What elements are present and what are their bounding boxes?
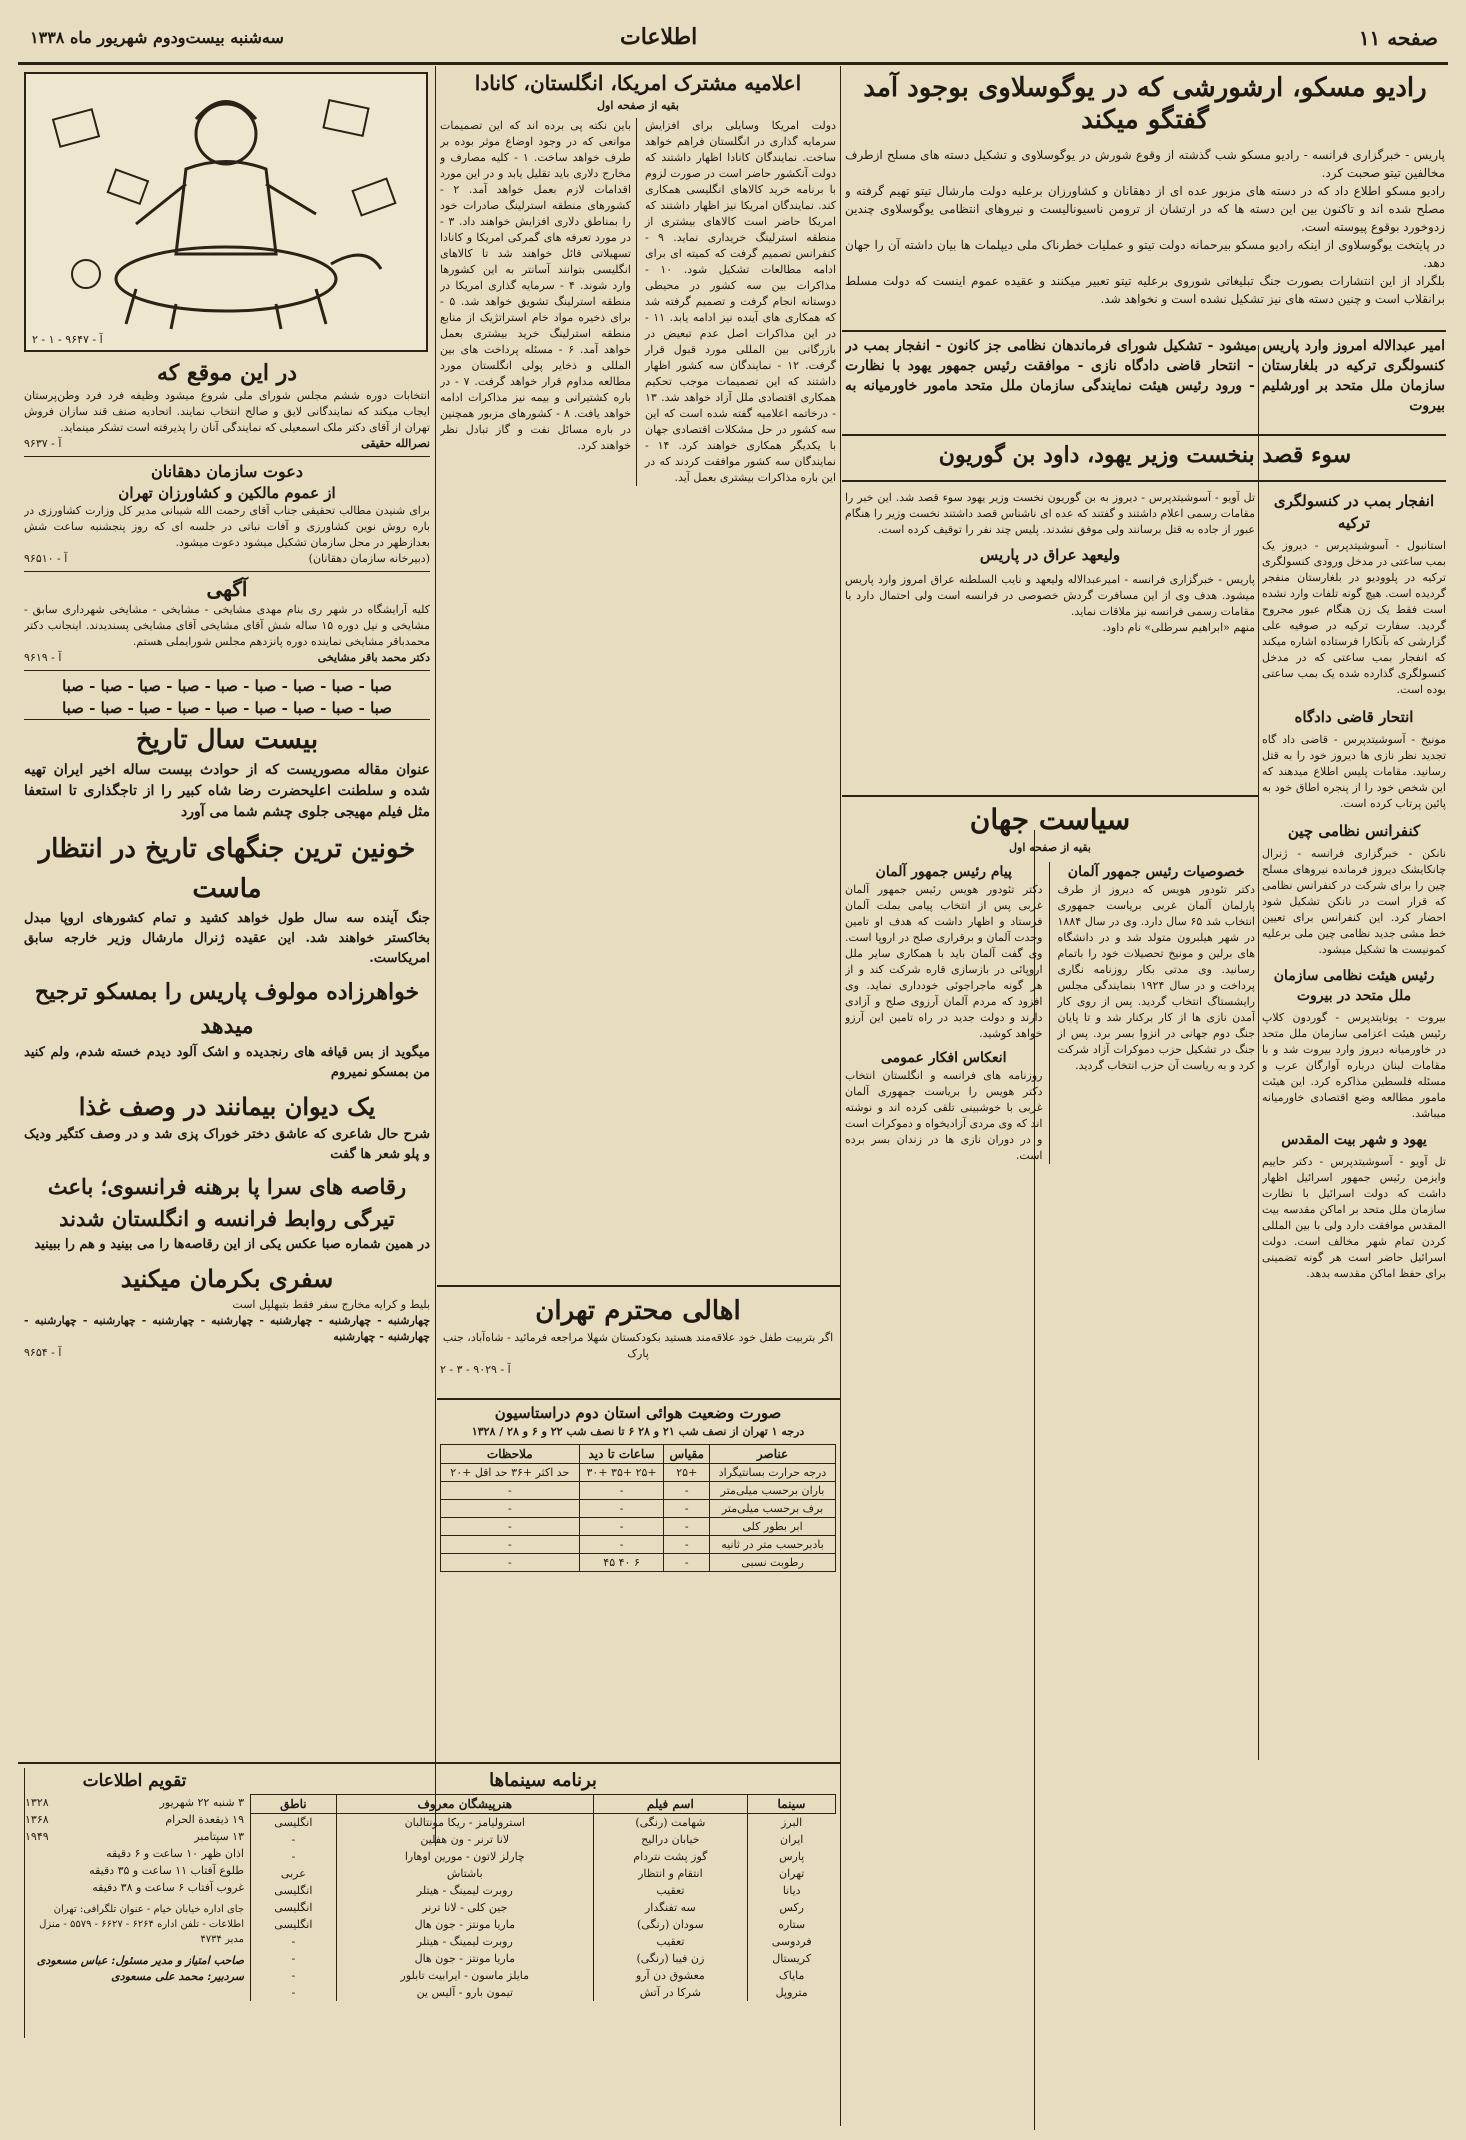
calendar-address: جای اداره خیابان خیام - عنوان تلگرافی: تهران اطلاعات - تلفن اداره ۶۲۶۴ - ۶۶۲۷ - ۵۵۷۹ - منزل مدیر ۴۷۳۴ — [39, 1904, 244, 1945]
world-politics — [845, 800, 1255, 2140]
jewish-text: تل آویو - آسوشیتدپرس - دکتر حاییم وایزمن رئیس جمهور اسرائیل اظهار داشت که دولت اسرائیل با نظارت سازمان ملل متحد بر اماکن مقدسه بیت المقدس موافقت دارد ولی با بین المللی کردن تمام شهر مخالف است. دولت اسرائیل حاضر است هر گونه تضمینی برای حفظ اماکن مقدسه بدهد. — [1262, 1155, 1446, 1280]
ad1-sig: نصرالله حقیقی — [361, 437, 430, 450]
cinema-cell: جین کلی - لانا ترنر — [336, 1899, 593, 1916]
saba-row-1: صبا - صبا - صبا - صبا - صبا - صبا - صبا - صبا - صبا — [62, 677, 392, 695]
story-moscow-p1: پاریس - خبرگزاری فرانسه - رادیو مسکو شب گذشته از وقوع شورش در یوگوسلاوی و تشکیل دسته های مسلح ازطرف مخالفین تیتو صحبت کرد. — [845, 148, 1445, 180]
cinema-cell: مایاک — [747, 1967, 835, 1984]
cinema-cell: - — [251, 1950, 337, 1967]
page-number: صفحه ۱۱ — [1358, 26, 1438, 50]
calendar-cell: ۱۳۲۸ — [25, 1796, 49, 1809]
cinema-cell: - — [251, 1967, 337, 1984]
rule-world — [842, 795, 1258, 797]
calendar-cell: ۱۹ ذیقعدة الحرام — [165, 1813, 244, 1826]
cinema-row — [251, 1933, 836, 1950]
cinema-cell: انگلیسی — [251, 1916, 337, 1933]
cinema-cell: ماریا مونتز - جون هال — [336, 1916, 593, 1933]
calendar-cell: ۱۳ سپتامبر — [194, 1830, 244, 1843]
world-col1-title: پیام رئیس جمهور آلمان — [875, 864, 1012, 880]
cinema-row — [251, 1882, 836, 1899]
divider-1 — [1258, 345, 1259, 1760]
weather-header: ملاحظات — [441, 1445, 580, 1464]
iraq-title: ولیعهد عراق در پاریس — [979, 546, 1121, 564]
weather-cell: - — [579, 1536, 664, 1554]
cinema-cell: تعقیب — [593, 1933, 747, 1950]
right-top-article — [845, 68, 1445, 328]
cinema-cell: زن فیبا (رنگی) — [593, 1950, 747, 1967]
calendar-rows — [25, 1794, 244, 1896]
sub-china: کنفرانس نظامی چین — [1287, 822, 1421, 840]
bomb-text: استانبول - آسوشیتدپرس - دیروز یک بمب ساعتی در مدخل ورودی کنسولگری ترکیه در پلوودیو در بلغارستان منفجر گردیده است. هیچ گونه تلفات وارد نشده است فقط یک زن هنگام عبور مجروح گردید. سفارت ترکیه در صوفیه علی گزارشی که بآنکارا فرستاده اشاره میکند که انفجار بمب ساعتی که در مدخل کنسولگری گذارده شده یک بمب ساعتی بوده است. — [1262, 539, 1446, 696]
cinema-row — [251, 1984, 836, 2001]
calendar-cell: اذان ظهر ۱۰ ساعت و ۶ دقیقه — [106, 1847, 244, 1860]
sub-judge: انتحار قاضی دادگاه — [1294, 708, 1414, 726]
weather-sub: درجه ۱ تهران از نصف شب ۲۱ و ۲۸ ۶ تا نصف شب ۲۲ و ۶ و ۲۸ / ۱۳۲۸ — [471, 1425, 805, 1438]
weather-table — [440, 1444, 836, 1572]
cinema-row — [251, 1848, 836, 1865]
headline-news-summary: امیر عبدالاله امروز وارد پاریس میشود - تشکیل شورای فرماندهان نظامی جز کانون - انفجار بمب در کنسولگری ترکیه در بلغارستان - انتحار قاضی دادگاه نازی - موافقت رئیس جمهور یهود با نظارت سازمان ملل متحد بر اورشلیم - ورود رئیس هیئت نمایندگی سازمان ملل متحد مامور خاورمیانه به بیروت — [845, 338, 1445, 414]
ad1-text: انتخابات دوره ششم مجلس شورای ملی شروع میشود وظیفه فرد فرد وطن‌پرستان ایجاب میکند که نمایندگانی لایق و صالح انتخاب نمایند. اتحادیه صنف قند سازان فروش تهران از آقای دکتر ملک اسمعیلی که نمایندگی آنان را پذیرفته است تشکر مینماید. — [24, 389, 430, 434]
saba-row-2: صبا - صبا - صبا - صبا - صبا - صبا - صبا - صبا - صبا — [62, 699, 392, 717]
weather-cell: +۲۵ +۳۵ +۳۰ — [579, 1464, 664, 1482]
rule-right-2 — [842, 434, 1446, 436]
signature-2: سردبیر: محمد علی مسعودی — [111, 1970, 244, 1983]
weather-row — [441, 1482, 836, 1500]
cinema-cell: گوز پشت نتردام — [593, 1848, 747, 1865]
world-col1b-text: روزنامه های فرانسه و انگلستان انتخاب دکتر هویس را بریاست جمهوری آلمان غربی با خوشبینی تلقی کرده اند و نوشته اند که وی مردی آزادیخواه و دموکرات است و در دوران نازی ها در زندان بسر برده است. — [845, 1069, 1043, 1162]
masthead-rule — [18, 62, 1448, 65]
cinema-header: سینما — [747, 1795, 835, 1814]
t-dancers: در همین شماره صبا عکس یکی از این رقاصه‌ها را می بینید و هم را ببینید — [34, 1237, 430, 1252]
weather-cell: بادبرحسب متر در ثانیه — [710, 1536, 836, 1554]
center-headline: اعلامیه مشترک امریکا، انگلستان، کانادا — [474, 71, 802, 95]
weather-cell: - — [579, 1500, 664, 1518]
calendar-row — [25, 1828, 244, 1845]
cinema-cell: لانا ترنر - ون هفلین — [336, 1831, 593, 1848]
cinema-cell: متروپل — [747, 1984, 835, 2001]
cinema-row — [251, 1865, 836, 1882]
weather-row — [441, 1554, 836, 1572]
calendar-row — [25, 1862, 244, 1879]
weather-header: مقیاس — [664, 1445, 710, 1464]
rule-center-ad — [437, 1285, 840, 1287]
calendar-cell: ۳ شنبه ۲۲ شهریور — [159, 1796, 244, 1809]
center-article — [440, 68, 836, 1278]
ad2-text: برای شنیدن مطالب تحقیقی جناب آقای رحمت الله شیبانی مدیر کل وزارت کشاورزی در باره روش نوین کشاورزی و آفات نباتی در جلسه ای که روز پنجشنبه ساعت شش بعدازظهر در محل سازمان تشکیل میشود دعوت میشود. — [24, 504, 430, 549]
cinema-cell: رکس — [747, 1899, 835, 1916]
cinema-cell: ستاره — [747, 1916, 835, 1933]
cinema-cell: ایران — [747, 1831, 835, 1848]
cinema-cell: فردوسی — [747, 1933, 835, 1950]
weather-header: ساعات تا دید — [579, 1445, 664, 1464]
calendar-cell: طلوع آفتاب ۱۱ ساعت و ۳۵ دقیقه — [89, 1864, 244, 1877]
calendar-title: تقویم اطلاعات — [82, 1771, 187, 1791]
cinema-cell: پارس — [747, 1848, 835, 1865]
bengurion-text: تل آویو - آسوشیتدپرس - دیروز به بن گوریون نخست وزیر یهود سوء قصد شد. این خبر را مقامات رسمی اعلام داشتند و گفتند که عده ای ناشناس قصد داشتند نخست وزیر را هنگام عبور از جاده به قتل برسانند ولی موفق نشدند. پلیس چند نفر را توقیف کرده است. — [845, 491, 1255, 536]
rule-bottom — [18, 1762, 840, 1764]
cinema-cell: استرولیامز - ریکا مونتالبان — [336, 1814, 593, 1832]
weather-cell: - — [441, 1554, 580, 1572]
calendar-cell: ۱۳۶۸ — [25, 1813, 49, 1826]
cinema-cell: سودان (رنگی) — [593, 1916, 747, 1933]
iraq-end: منهم «ابراهیم سرطلی» نام داود. — [1102, 621, 1255, 634]
calendar-cell: ۱۹۴۹ — [25, 1830, 49, 1843]
cinema-header: ناطق — [251, 1795, 337, 1814]
weather-row — [441, 1536, 836, 1554]
world-col1-sub: انعکاس افکار عمومی — [880, 1050, 1007, 1066]
cinema-cell: مایلز ماسون - ایرابیت تابلور — [336, 1967, 593, 1984]
cinema-cell: تهران — [747, 1865, 835, 1882]
h-bloody: خونین ترین جنگهای تاریخ در انتظار ماست — [38, 834, 416, 904]
weather-cell: - — [441, 1518, 580, 1536]
ad3-title: آگهی — [206, 577, 248, 601]
cinema-cell: انگلیسی — [251, 1899, 337, 1916]
cinema-cell: البرز — [747, 1814, 835, 1832]
sub-jewish: یهود و شهر بیت المقدس — [1281, 1132, 1427, 1148]
world-title: سیاست جهان — [969, 803, 1131, 836]
sub-bomb: انفجار بمب در کنسولگری ترکیه — [1273, 492, 1435, 532]
weather-cell: - — [579, 1482, 664, 1500]
code-kerman: آ - ۹۶۵۴ — [24, 1346, 62, 1359]
t-divan: شرح حال شاعری که عاشق دختر خوراک پزی شد و در وصف کتگیر ودیک و پلو شعر ها گفت — [24, 1127, 430, 1162]
saba-banner — [24, 675, 430, 720]
cinema-header: اسم فیلم — [593, 1795, 747, 1814]
calendar-row — [25, 1845, 244, 1862]
h-dancers: رقاصه های سرا پا برهنه فرانسوی؛ باعث تیرگی روابط فرانسه و انگلستان شدند — [47, 1174, 407, 1231]
weather-row — [441, 1518, 836, 1536]
h-kerman: سفری بکرمان میکنید — [120, 1264, 334, 1293]
cinema-cell: سه تفنگدار — [593, 1899, 747, 1916]
h-sister: خواهرزاده مولوف پاریس را بمسکو ترجیح میدهد — [34, 979, 420, 1039]
t-20years: عنوان مقاله مصوریست که از حوادث بیست ساله اخیر ایران تهیه شده و سلطنت اعلیحضرت رضا شاه کبیر را از تاجگذاری تا استعفا مثل فیلم مهیجی جلوی چشم شما می آورد — [24, 762, 430, 820]
cinema-row — [251, 1814, 836, 1832]
masthead — [20, 18, 1446, 58]
weather-cell: - — [441, 1500, 580, 1518]
ad2-title: دعوت سازمان دهقانان — [151, 462, 303, 481]
story-moscow-p2: رادیو مسکو اطلاع داد که در دسته های مزبور عده ای از دهقانان و کشاورزان برعلیه دولت مارشال تیتو تهیم گرفته و مصلح شده اند و تاکنون بین این دسته ها که در ارتشان از ترومن ناسیونالیست و نیروهای انتظامی یوگوسلاوی چندین زدوخورد بوقوع پیوسته است. — [845, 184, 1445, 234]
cinema-header: هنرپیشگان معروف — [336, 1795, 593, 1814]
weather-header: عناصر — [710, 1445, 836, 1464]
cartoon-drawing — [26, 74, 426, 336]
ad1-title: در این موقع که — [156, 360, 298, 386]
t-days: چهارشنبه - چهارشنبه - چهارشنبه - چهارشنبه - چهارشنبه - چهارشنبه - چهارشنبه - چهارشنبه - چهارشنبه — [24, 1314, 430, 1343]
h-20years: بیست سال تاریخ — [135, 725, 319, 755]
cinema-cell: تیمون بارو - آلیس ین — [336, 1984, 593, 2001]
rule-right-3 — [842, 480, 1446, 482]
cinema-cell: - — [251, 1984, 337, 2001]
calendar — [24, 1768, 244, 2038]
center-body-right: دولت امریکا وسایلی برای افزایش سرمایه گذاری در انگلستان فراهم خواهد ساخت. نمایندگان کانادا اظهار داشتند که دولت آنکشور حاضر است در صورت لزوم با برنامه خرید کالاهای انگلیسی همکاری کند. نمایندگان امریکا نیز اظهار داشتند که امریکا حاضر است کالاهای بیشتری از منطقه استرلینگ خریداری نماید. ۹ - کنفرانس تصمیم گرفت که کمیته ای برای ادامه مطالعات تشکیل شود. ۱۰ - مذاکرات بین سه کشور در محیطی دوستانه انجام گرفت و تصمیم گرفته شد که همکاری های آینده نیز ادامه یابد. ۱۱ - در این مذاکرات اصل عدم تبعیض در بازرگانی بین المللی مورد قبول قرار گرفت. ۱۲ - نمایندگان سه کشور اظهار داشتند که این تصمیمات موجب تحکیم همکاری اقتصادی ملل آزاد خواهد شد. ۱۳ - درخاتمه اعلامیه گفته شده است که این سه کشور در حل مشکلات اقتصادی جهان با یکدیگر همکاری خواهند کرد. ۱۴ - نمایندگان سه کشور موافقت کردند که در این باره مذاکرات بیشتری بعمل آید. — [645, 119, 836, 484]
weather-title: صورت وضعیت هوائی استان دوم دراستاسیون — [494, 1404, 782, 1422]
headline-moscow-radio: رادیو مسکو، ارشورشی که در یوگوسلاوی بوجود آمد گفتگو میکند — [863, 73, 1427, 135]
right-headline-3 — [845, 438, 1445, 478]
bengurion-article — [845, 490, 1255, 790]
cinema-cell: خیابان درالیح — [593, 1831, 747, 1848]
judge-text: مونیخ - آسوشیتدپرس - قاضی داد گاه تجدید نظر نازی ها دیروز خود را به قتل رسانید. مقامات پلیس اطلاع میدهند که این شخص خود را از پنجره اطاق خود به پائین پرتاب کرده است. — [1262, 733, 1446, 810]
cinema-row — [251, 1967, 836, 1984]
rule-center-weather — [437, 1398, 840, 1400]
cinema-program — [250, 1768, 836, 2038]
weather-cell: درجه حرارت بسانتیگراد — [710, 1464, 836, 1482]
cartoon-caption: آ - ۹۶۴۷ - ۱ - ۲ — [32, 333, 103, 346]
cinema-cell: - — [251, 1848, 337, 1865]
ad3-sig: دکتر محمد باقر مشایخی — [317, 651, 430, 664]
calendar-cell: غروب آفتاب ۶ ساعت و ۳۸ دقیقه — [92, 1881, 244, 1894]
far-right-column — [1262, 490, 1446, 1770]
t-kerman: بليط و کرايه مخارج سفر فقط بتبهلپل است — [232, 1298, 430, 1311]
weather-cell: ۶ ۴۰ ۴۵ — [579, 1554, 664, 1572]
ad-code: آ - ۹۰۲۹ - ۳ - ۲ — [440, 1363, 511, 1376]
right-headline-2 — [845, 336, 1445, 432]
weather-cell: - — [664, 1554, 710, 1572]
cartoon-illustration — [24, 72, 428, 352]
calendar-row — [25, 1811, 244, 1828]
story-moscow-p3: در پایتخت یوگوسلاوی از اینکه رادیو مسکو بیرحمانه دولت تیتو و عملیات خطرناک ملی دیپلمات ها بیان داشته آن را جهان دهد. — [845, 238, 1445, 270]
weather-cell: - — [579, 1518, 664, 1536]
calendar-row — [25, 1794, 244, 1811]
cinema-cell: - — [251, 1831, 337, 1848]
cinema-table — [250, 1794, 836, 2001]
iraq-text: پاریس - خبرگزاری فرانسه - امیرعبدالاله ولیعهد و نایب السلطنه عراق امروز وارد پاریس میشود. هدف وی از این مسافرت گردش خصوصی در فرانسه است ولی احتمال دارد با مقامات رسمی فرانسه نیز ملاقات نماید. — [845, 573, 1255, 618]
divider-4 — [435, 66, 436, 1846]
weather-cell: - — [441, 1482, 580, 1500]
cinema-title: برنامه سینماها — [489, 1770, 597, 1791]
weather-cell: - — [441, 1536, 580, 1554]
h-divan: یک دیوان بیمانند در وصف غذا — [78, 1092, 376, 1121]
weather-cell: +۲۵ — [664, 1464, 710, 1482]
story-moscow-end: بلگراد از این انتشارات بصورت جنگ تبلیغاتی شوروی برعلیه تیتو تعبیر میکنند و عقیده عموم اینست که دولت مسلط برانقلاب است و چنین دسته های نیز تشکیل نشده است و نخواهد شد. — [845, 274, 1445, 306]
cinema-cell: باشتاش — [336, 1865, 593, 1882]
ad3-code: آ - ۹۶۱۹ — [24, 651, 62, 664]
kindergarten-ad — [440, 1292, 836, 1392]
cinema-cell: دیانا — [747, 1882, 835, 1899]
signature-1: صاحب امتیاز و مدیر مسئول: عباس مسعودی — [36, 1954, 244, 1967]
cinema-cell: شرکا در آتش — [593, 1984, 747, 2001]
cinema-cell: شهامت (رنگی) — [593, 1814, 747, 1832]
sub-mission: رئیس هیئت نظامی سازمان ملل متحد در بیروت — [1273, 968, 1435, 1004]
weather-cell: حد اکثر +۳۶ حد اقل +۲۰ — [441, 1464, 580, 1482]
mission-text: بیروت - یونایتدپرس - گوردون کلاپ رئیس هیئت اعزامی سازمان ملل متحد در خاورمیانه دیروز وارد بیروت شد و با مقامات لبنان درباره آوارگان عرب و مسئله فلسطین مذاکره کرد. این هیئت مامور مطالعه وضع اقتصادی خاورمیانه میباشد. — [1262, 1011, 1446, 1120]
left-column — [24, 358, 430, 1748]
ad-title: اهالی محترم تهران — [535, 1296, 741, 1326]
cinema-cell: انگلیسی — [251, 1882, 337, 1899]
ad1-code: آ - ۹۶۳۷ — [24, 437, 62, 450]
cinema-cell: روبرت لیمینگ - هیتلر — [336, 1933, 593, 1950]
cinema-cell: معشوق دن آرو — [593, 1967, 747, 1984]
world-col1-text: دکتر تئودور هویس رئیس جمهور آلمان غربی پس از انتخاب پیامی بملت آلمان فرستاد و اظهار داشت که هدف او تامین وحدت آلمان و برقراری صلح در اروپا است. وی گفت آلمان باید با همکاری سایر ملل اروپائی در بازسازی قاره شرکت کند و از هر گونه ماجراجوئی خودداری نماید. وی افزود که مردم آلمان آرزوی صلح و آزادی دارند و دولت جدید در راه تامین این آرزو خواهد کوشید. — [845, 883, 1043, 1040]
ad-text: اگر بتربیت طفل خود علاقه‌مند هستید بکودکستان شهلا مراجعه فرمائید - شاه‌آباد، جنب پارک — [442, 1331, 834, 1360]
world-col2-text: دکتر تئودور هویس که دیروز از طرف پارلمان آلمان غربی بریاست جمهوری انتخاب شد ۶۵ سال دارد. وی در سال ۱۸۸۴ در شهر هیلبرون متولد شد و در دانشگاه های برلین و مونیخ تحصیلات خود را باتمام رسانید. وی مدتی بکار روزنامه نگاری پرداخت و در سال ۱۹۲۴ بنمایندگی مجلس رایشستاگ انتخاب گردید. پس از روی کار آمدن نازی ها از کار برکنار شد و تا پایان جنگ دوم جهانی در انزوا بسر برد. پس از جنگ در تشکیل حزب دموکرات آزاد شرکت کرد و به ریاست آن حزب انتخاب گردید. — [1057, 883, 1255, 1072]
world-col2-title: خصوصیات رئیس جمهور آلمان — [1067, 864, 1245, 880]
issue-date: سه‌شنبه بیست‌ودوم شهریور ماه ۱۳۳۸ — [30, 28, 284, 47]
cinema-cell: تعقیب — [593, 1882, 747, 1899]
t-sister: میگوید از بس قیافه های رنجدیده و اشک آلود دیدم خسته شدم، ولم کنید من بمسکو نمیروم — [24, 1045, 430, 1080]
cinema-cell: انتقام و انتظار — [593, 1865, 747, 1882]
ad2-code: آ - ۹۶۵۱۰ — [24, 552, 68, 565]
cinema-row — [251, 1916, 836, 1933]
center-body-left: باین نکته پی برده اند که این تصمیمات موانعی که در وجود اوضاع موثر بوده بر طرف خواهد ساخت. ۱ - کلیه مصارف و مخارج دلاری باید تقلیل یابد و در این مورد اقدامات لازم بعمل خواهد آمد. ۲ - کشورهای منطقه استرلینگ صادرات خود را بمناطق دلاری افزایش خواهند داد. ۳ - در مورد تعرفه های گمرکی امریکا و کانادا تسهیلاتی قائل خواهند شد تا کالاهای انگلیسی بتوانند آسانتر به این کشورها وارد شوند. ۴ - سرمایه گذاری امریکا در منطقه استرلینگ تشویق خواهد شد. ۵ - برای ذخیره مواد خام استراتژیک از منابع منطقه استرلینگ خرید بیشتری بعمل خواهد آمد. ۶ - مسئله پرداخت های بین المللی و ذخایر پولی انگلستان مورد مطالعه مداوم قرار خواهد گرفت. ۷ - در باره کشتیرانی و بیمه نیز مذاکرات ادامه خواهد یافت. ۸ - کشورهای مزبور همچنین در باره مسائل نفت و گاز تبادل نظر خواهند کرد. — [440, 118, 637, 486]
weather-cell: باران برحسب میلی‌متر — [710, 1482, 836, 1500]
weather-row — [441, 1500, 836, 1518]
cinema-cell: روبرت لیمینگ - هیتلر — [336, 1882, 593, 1899]
cinema-cell: عربی — [251, 1865, 337, 1882]
calendar-row — [25, 1879, 244, 1896]
divider-3 — [840, 66, 841, 2126]
ad2-sig: (دبیرخانه سازمان دهقانان) — [308, 552, 430, 565]
weather-cell: - — [664, 1536, 710, 1554]
cinema-cell: انگلیسی — [251, 1814, 337, 1832]
ad3-text: کلیه آرایشگاه در شهر ری بنام مهدی مشایخی - مشایخی - مشایخی شهرداری سابق - مشایخی و نیل دوره ۱۵ ساله شش آقای مشایخی آقای مشایخی پسندیدند. اینجانب دکتر محمدباقر مشایخی نماینده دوره پانزدهم مجلس شورایملی هستم. — [24, 603, 430, 648]
cinema-cell: کریستال — [747, 1950, 835, 1967]
cinema-cell: ماریا مونتز - جون هال — [336, 1950, 593, 1967]
weather-cell: رطوبت نسبی — [710, 1554, 836, 1572]
weather-cell: - — [664, 1482, 710, 1500]
weather-report — [440, 1402, 836, 1642]
cinema-cell: - — [251, 1933, 337, 1950]
rule-right-1 — [842, 330, 1446, 332]
cinema-row — [251, 1950, 836, 1967]
world-sub: بقیه از صفحه اول — [1009, 841, 1091, 854]
cinema-row — [251, 1899, 836, 1916]
center-sub: بقیه از صفحه اول — [597, 99, 679, 112]
weather-cell: - — [664, 1500, 710, 1518]
ad2-sub: از عموم مالکین و کشاورزان تهران — [118, 484, 336, 502]
weather-cell: ابر بطور کلی — [710, 1518, 836, 1536]
t-bloody: جنگ آینده سه سال طول خواهد کشید و تمام کشورهای اروپا مبدل بخاکستر خواهند شد. این عقیده ژنرال مارشال وزیر خارجه سابق امریکاست. — [24, 911, 430, 966]
headline-bengurion: سوء قصد بنخست وزیر یهود، داود بن گوریون — [938, 442, 1352, 468]
weather-row — [441, 1464, 836, 1482]
china-text: نانکن - خبرگزاری فرانسه - ژنرال چانکایشک دیروز فرمانده نیروهای مسلح چین را برای شرکت در کنفرانس نظامی که قرار است در نانکن تشکیل شود احضار کرد. این کنفرانس برای تعیین خط مشی جدید نظامی چین ملی برعلیه کمونیست ها تشکیل میشود. — [1262, 847, 1446, 956]
cinema-cell: چارلز لاتون - مورین اوهارا — [336, 1848, 593, 1865]
weather-cell: برف برحسب میلی‌متر — [710, 1500, 836, 1518]
weather-cell: - — [664, 1518, 710, 1536]
cinema-row — [251, 1831, 836, 1848]
paper-name: اطلاعات — [620, 24, 698, 50]
